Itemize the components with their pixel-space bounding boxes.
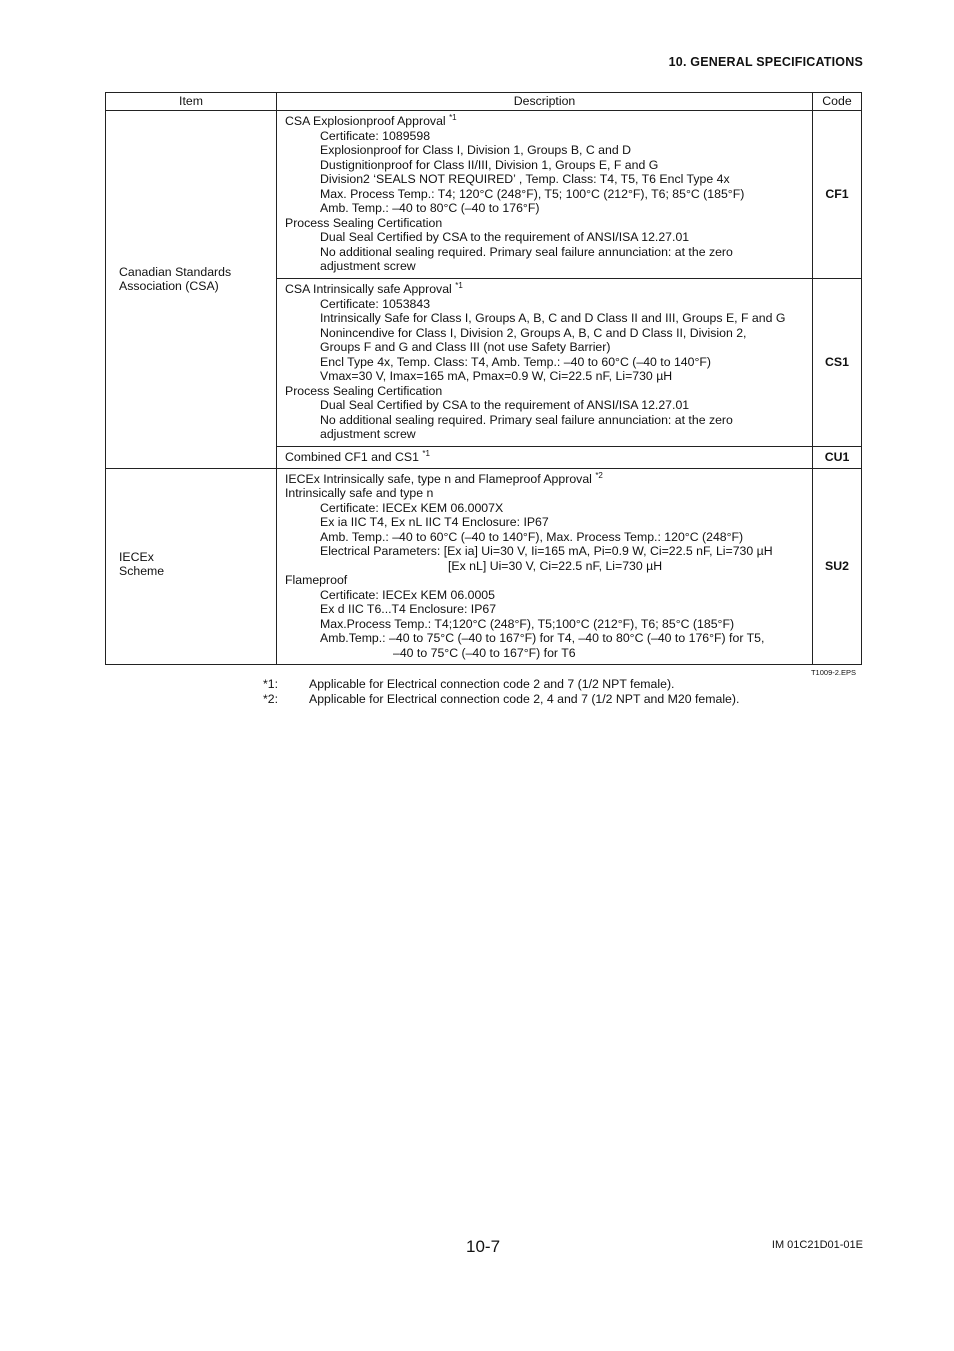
description-su2	[277, 468, 813, 664]
item-line: IECEx	[119, 549, 154, 564]
footnote-text: Applicable for Electrical connection code 2 and 7 (1/2 NPT female).	[309, 677, 675, 691]
section-title: 10. GENERAL SPECIFICATIONS	[668, 55, 863, 69]
footnote-text: Applicable for Electrical connection code 2, 4 and 7 (1/2 NPT and M20 female).	[309, 692, 740, 706]
spec-line: Ex ia IIC T4, Ex nL IIC T4 Enclosure: IP67	[320, 515, 549, 529]
spec-line: Dual Seal Certified by CSA to the requirement of ANSI/ISA 12.27.01	[320, 398, 690, 412]
footnote-ref: *2	[595, 470, 603, 480]
sealing-title: Process Sealing Certification	[285, 215, 443, 230]
page-number: 10-7	[466, 1237, 501, 1256]
spec-line: Electrical Parameters: [Ex ia] Ui=30 V, Ii=165 mA, Pi=0.9 W, Ci=22.5 nF, Li=730 µH	[320, 544, 773, 558]
approval-title: Combined CF1 and CS1	[285, 450, 419, 464]
table-row-cf1	[106, 111, 862, 279]
table-header-row	[106, 93, 862, 111]
footnote-ref: *1	[449, 113, 457, 122]
spec-line: No additional sealing required. Primary seal failure annunciation: at the zero	[320, 412, 733, 427]
column-header-item: Item	[106, 93, 277, 111]
spec-line: adjustment screw	[320, 427, 416, 441]
footnote	[263, 692, 739, 707]
footnote	[263, 677, 739, 692]
sealing-title: Process Sealing Certification	[285, 383, 443, 398]
item-iecex	[106, 468, 277, 664]
code-cu1: CU1	[813, 447, 862, 469]
table-row-su2	[106, 468, 862, 664]
spec-line: Division2 ‘SEALS NOT REQUIRED’ , Temp. Class: T4, T5, T6 Encl Type 4x	[320, 172, 730, 186]
document-id: IM 01C21D01-01E	[771, 1239, 863, 1251]
footnote-marker: *1:	[263, 677, 279, 691]
approval-title: CSA Intrinsically safe Approval	[285, 282, 452, 296]
spec-line: Max.Process Temp.: T4;120°C (248°F), T5;100°C (212°F), T6; 85°C (185°F)	[320, 616, 735, 631]
description-cu1	[277, 447, 813, 469]
approval-title: CSA Explosionproof Approval	[285, 114, 446, 128]
spec-line: Certificate: 1089598	[320, 128, 431, 143]
spec-line: Nonincendive for Class I, Division 2, Groups A, B, C and D Class II, Division 2,	[320, 325, 747, 340]
spec-line: Intrinsically Safe for Class I, Groups A, B, C and D Class II and III, Groups E, F and G	[320, 311, 786, 325]
item-csa	[106, 111, 277, 469]
spec-line: adjustment screw	[320, 259, 416, 273]
item-line: Canadian Standards	[119, 264, 232, 279]
code-cs1: CS1	[813, 279, 862, 447]
description-cs1	[277, 279, 813, 447]
spec-line: Amb.Temp.: –40 to 75°C (–40 to 167°F) for T4, –40 to 80°C (–40 to 176°F) for T5,	[320, 631, 765, 645]
item-line: Association (CSA)	[119, 279, 219, 294]
column-header-description: Description	[277, 93, 813, 111]
spec-line: Amb. Temp.: –40 to 80°C (–40 to 176°F)	[320, 201, 540, 215]
item-line: Scheme	[119, 564, 165, 578]
spec-line: –40 to 75°C (–40 to 167°F) for T6	[393, 645, 576, 660]
spec-line: Amb. Temp.: –40 to 60°C (–40 to 140°F), Max. Process Temp.: 120°C (248°F)	[320, 529, 744, 544]
spec-line: [Ex nL] Ui=30 V, Ci=22.5 nF, Li=730 µH	[448, 558, 663, 573]
spec-line: Encl Type 4x, Temp. Class: T4, Amb. Temp.: –40 to 60°C (–40 to 140°F)	[320, 354, 712, 369]
spec-line: Dual Seal Certified by CSA to the requirement of ANSI/ISA 12.27.01	[320, 230, 690, 244]
footnotes	[263, 677, 739, 707]
description-cf1	[277, 111, 813, 279]
code-cf1: CF1	[813, 111, 862, 279]
approval-title: IECEx Intrinsically safe, type n and Flameproof Approval	[285, 471, 592, 486]
spec-line: Certificate: IECEx KEM 06.0005	[320, 587, 495, 602]
section-subtitle: Flameproof	[285, 573, 348, 587]
specifications-table	[105, 92, 862, 665]
spec-line: Vmax=30 V, Imax=165 mA, Pmax=0.9 W, Ci=22.5 nF, Li=730 µH	[320, 369, 673, 383]
spec-line: Max. Process Temp.: T4; 120°C (248°F), T5; 100°C (212°F), T6; 85°C (185°F)	[320, 186, 745, 201]
spec-line: Explosionproof for Class I, Division 1, Groups B, C and D	[320, 143, 631, 157]
spec-line: No additional sealing required. Primary seal failure annunciation: at the zero	[320, 244, 733, 259]
spec-line: Certificate: IECEx KEM 06.0007X	[320, 500, 504, 515]
table-reference: T1009-2.EPS	[810, 668, 856, 677]
spec-line: Groups F and G and Class III (not use Safety Barrier)	[320, 340, 611, 354]
spec-line: Ex d IIC T6...T4 Enclosure: IP67	[320, 602, 497, 616]
footnote-marker: *2:	[263, 692, 279, 706]
code-su2: SU2	[813, 468, 862, 664]
spec-line: Certificate: 1053843	[320, 296, 431, 311]
footnote-ref: *1	[422, 449, 430, 458]
spec-line: Dustignitionproof for Class II/III, Division 1, Groups E, F and G	[320, 157, 659, 172]
section-subtitle: Intrinsically safe and type n	[285, 486, 434, 500]
column-header-code: Code	[813, 93, 862, 111]
footnote-ref: *1	[455, 281, 463, 290]
